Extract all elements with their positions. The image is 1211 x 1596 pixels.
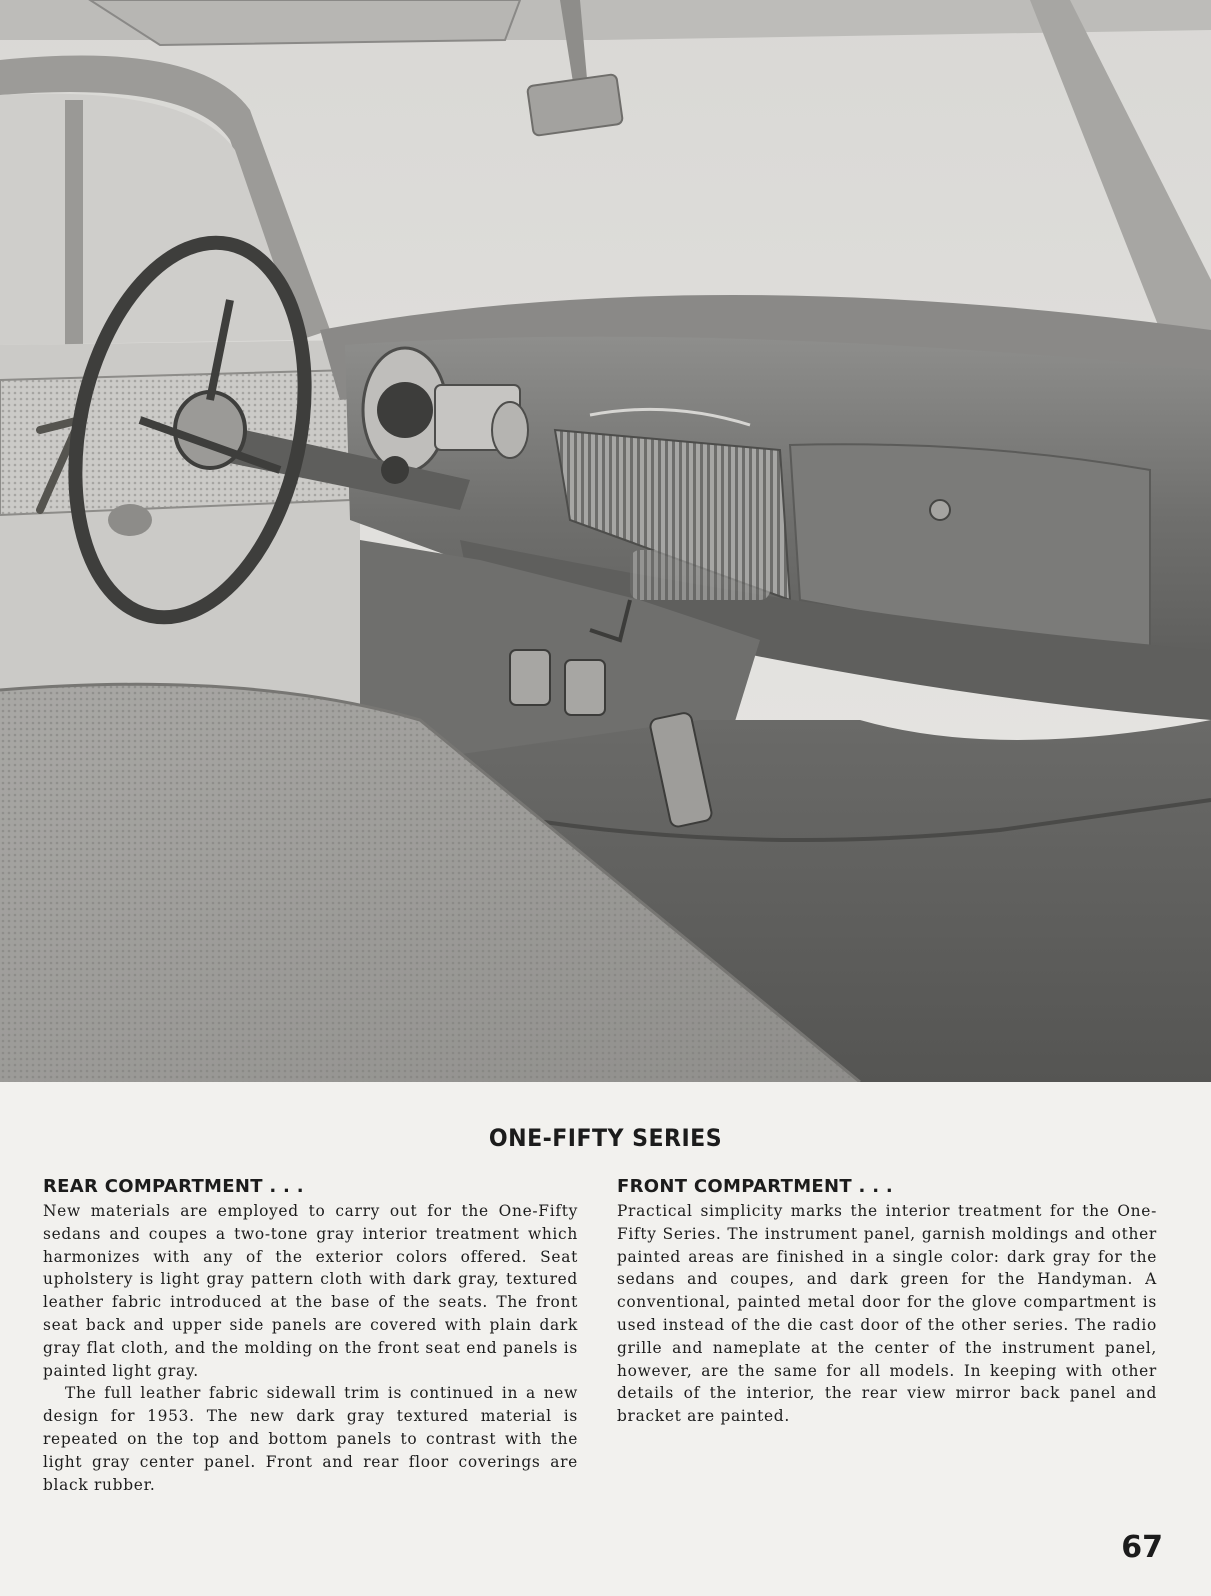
rear-compartment-column bbox=[43, 1176, 578, 1496]
rear-compartment-paragraph-2: The full leather fabric sidewall trim is continued in a new design for 1953. The new dark gray textured material is repeated on the top and bottom panels to contrast with the light gray center panel. Front and rear floor coverings are black rubber. bbox=[43, 1384, 578, 1494]
page-number: 67 bbox=[1121, 1530, 1163, 1565]
rear-compartment-paragraph-1: New materials are employed to carry out for the One-Fifty sedans and coupes a two-tone gray interior treatment which harmonizes with any of the exterior colors offered. Seat upholstery is light gray pattern cloth with dark gray, textured leather fabric introduced at the base of the seats. The front seat back and upper side panels are covered with plain dark gray flat cloth, and the molding on the front seat end panels is painted light gray. bbox=[43, 1202, 578, 1380]
front-compartment-heading: FRONT COMPARTMENT . . . bbox=[617, 1176, 894, 1197]
rear-compartment-heading: REAR COMPARTMENT . . . bbox=[43, 1176, 304, 1197]
section-title: ONE-FIFTY SERIES bbox=[488, 1124, 723, 1152]
front-compartment-paragraph-1: Practical simplicity marks the interior treatment for the One-Fifty Series. The instrument panel, garnish moldings and other painted areas are finished in a single color: dark gray for the sedans and coupes, and dark green for the Handyman. A conventional, painted metal door for the glove compartment is used instead of the die cast door of the other series. The radio grille and nameplate at the center of the instrument panel, however, are the same for all models. In keeping with other details of the interior, the rear view mirror back panel and bracket are painted. bbox=[617, 1202, 1157, 1426]
front-compartment-column bbox=[617, 1176, 1157, 1428]
